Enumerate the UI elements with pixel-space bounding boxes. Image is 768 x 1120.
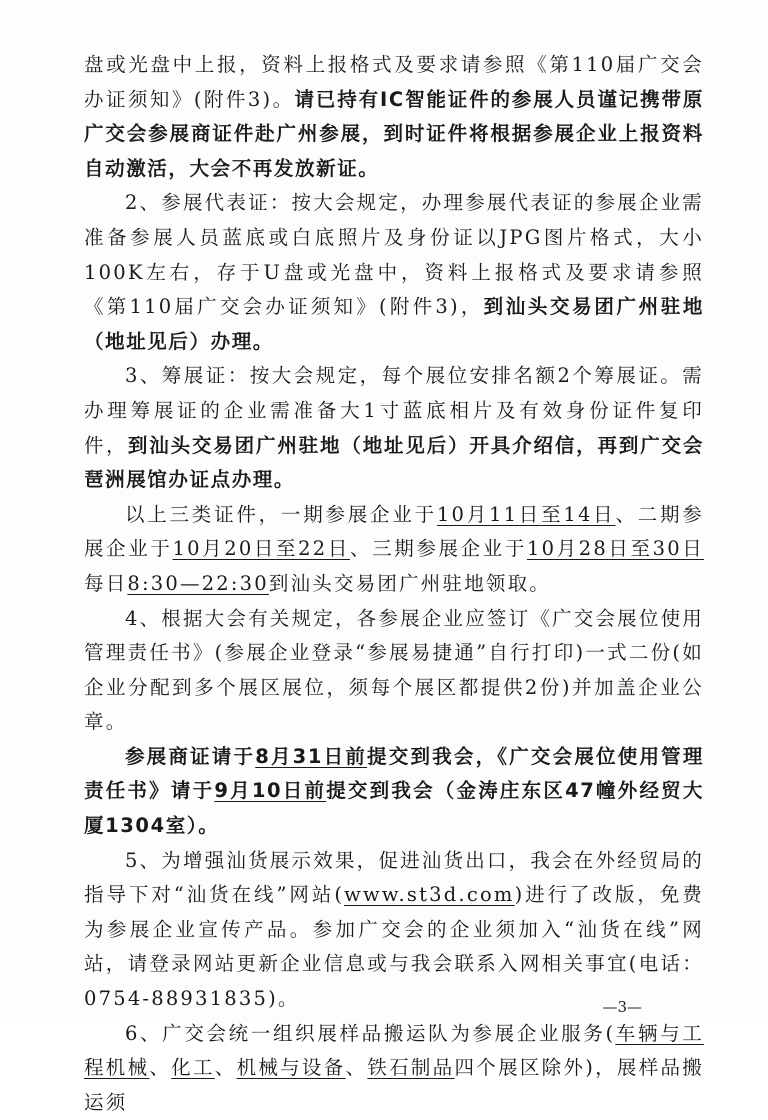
page-number: —3— (602, 998, 642, 1016)
bold-notice: 到汕头交易团广州驻地（地址见后）开具介绍信，再到广交会琶洲展馆办证点办理。 (84, 433, 705, 492)
bold-notice: 提交到我会，《广交会展位使用管理责任书》请于 (84, 744, 704, 803)
text-span: 、 (214, 1056, 237, 1080)
text-span: 5、为增强汕货展示效果，促进汕货出口，我会在外经贸局的指导下对“汕货在线”网站( (84, 848, 704, 907)
bold-notice: 参展商证请于 (124, 744, 256, 768)
text-span: 每日 (84, 571, 128, 595)
text-span: 到汕头交易团广州驻地领取。 (268, 571, 552, 595)
underlined-date: 10月11日至14日 (436, 502, 616, 526)
website-url: www.st3d.com (344, 883, 515, 907)
underlined-zone: 化工 (171, 1056, 215, 1080)
text-span: 3、筹展证：按大会规定，每个展位安排名额2个筹展证。需办理筹展证的企业需准备大1寸蓝底相片及有效身份证件复印件， (84, 364, 704, 457)
paragraph-booth-responsibility (84, 602, 704, 740)
underlined-date: 10月28日至30日 (526, 537, 704, 561)
text-span: 4、根据大会有关规定，各参展企业应签订《广交会展位使用管理责任书》(参展企业登录“参展易捷通”自行打印)一式二份(如企业分配到多个展区展位，须每个展区都提供2份)并加盖企业公章。 (84, 606, 704, 734)
underlined-zone: 铁石制品 (367, 1056, 455, 1080)
text-span: 、 (345, 1056, 368, 1080)
text-span: 、三期参展企业于 (349, 537, 527, 561)
text-span: 以上三类证件，一期参展企业于 (124, 502, 437, 526)
text-span: 四个展区除外)，展样品搬运须 (84, 1056, 704, 1114)
bold-notice: 提交到我会（金涛庄东区47幢外经贸大厦1304室）。 (84, 779, 705, 838)
underlined-time: 8:30—22:30 (127, 571, 269, 595)
paragraph-setup-pass (84, 359, 704, 497)
underlined-deadline: 8月31日前 (255, 744, 368, 768)
text-span: 、 (149, 1056, 172, 1080)
bold-notice: 到汕头交易团广州驻地（地址见后）办理。 (84, 295, 704, 353)
text-span: )进行了改版，免费为参展企业宣传产品。参加广交会的企业须加入“汕货在线”网站，请登录网站更新企业信息或与我会联系入网相关事宜(电话：0754-88931835)。 (84, 883, 704, 1011)
paragraph-submission-deadlines (84, 740, 704, 844)
text-span: 盘或光盘中上报，资料上报格式及要求请参照《第110届广交会办证须知》(附件3)。 (84, 53, 704, 111)
underlined-deadline: 9月10日前 (214, 779, 327, 803)
text-span: 、二期参展企业于 (84, 502, 704, 561)
paragraph-pickup-schedule (84, 498, 704, 602)
bold-notice: 请已持有IC智能证件的参展人员谨记携带原广交会参展商证件赴广州参展，到时证件将根据参展企业上报资料自动激活，大会不再发放新证。 (84, 87, 704, 180)
underlined-zone: 车辆与工程机械 (84, 1021, 704, 1080)
paragraph-id-card-submission (84, 48, 704, 186)
paragraph-exhibitor-representative-pass (84, 186, 704, 359)
paragraph-transport-service (84, 1017, 704, 1120)
text-span: 6、广交会统一组织展样品搬运队为参展企业服务( (124, 1021, 616, 1045)
underlined-zone: 机械与设备 (236, 1056, 346, 1080)
underlined-date: 10月20日至22日 (172, 537, 350, 561)
text-span: 2、参展代表证：按大会规定，办理参展代表证的参展企业需准备参展人员蓝底或白底照片及身份证以JPG图片格式，大小100K左右，存于U盘或光盘中，资料上报格式及要求请参照《第110届广交会办证须知》(附件3)， (84, 191, 704, 319)
